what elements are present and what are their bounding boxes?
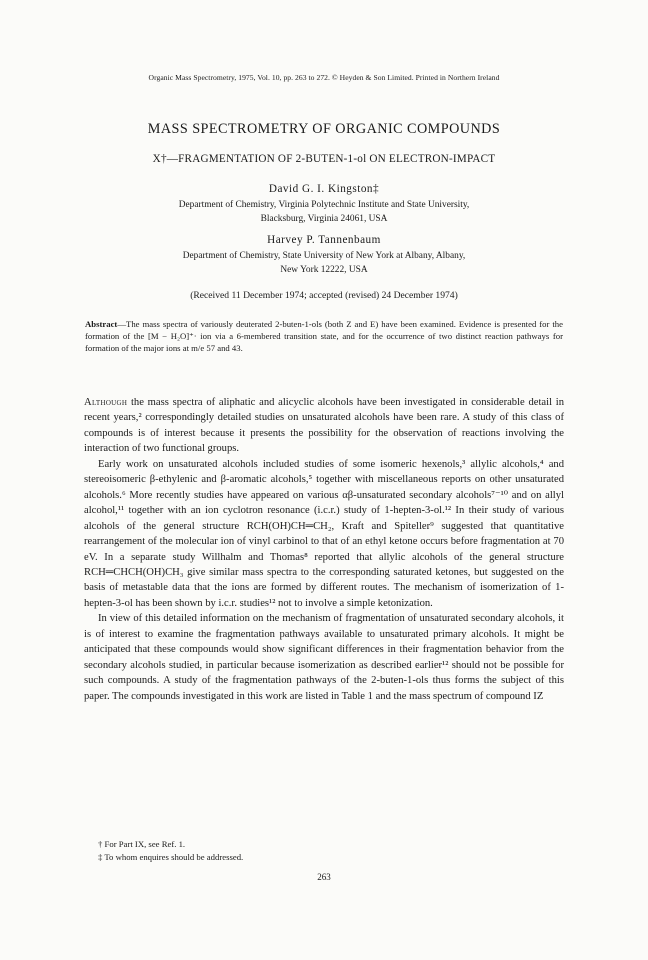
author-name-2: Harvey P. Tannenbaum xyxy=(267,234,381,246)
footnote-dagger: † For Part IX, see Ref. 1. xyxy=(98,839,186,849)
body-paragraph-3: In view of this detailed information on the mechanism of fragmentation of unsaturated secondary alcohols, it is of interest to examine the fragmentation pathways available to unsaturated primary alcohols. It might be anticipated that these compounds would show significant differences in their fragmentation behavior from the secondary alcohols studied, in particular because isomerization as described earlier¹² should not be possible for such compounds. A study of the fragmentation pathways of the 2-buten-1-ols thus forms the subject of this paper. The compounds investigated in this work are listed in Table 1 and the mass spectrum of compound IZ xyxy=(84,613,564,702)
abstract-label: Abstract xyxy=(85,319,118,329)
author-affiliation-1 xyxy=(0,199,648,226)
abstract xyxy=(85,318,563,354)
received-dates: (Received 11 December 1974; accepted (revised) 24 December 1974) xyxy=(190,290,458,301)
lead-word: Although xyxy=(84,397,128,408)
author-name-1: David G. I. Kingston‡ xyxy=(268,183,380,195)
body-paragraph-1 xyxy=(84,395,564,457)
footnotes xyxy=(98,838,558,863)
abstract-text: —The mass spectra of variously deuterated 2-buten-1-ols (both Z and E) have been examined. Evidence is presented for the formation of the [M − H₂O]⁺· ion via a 6-membered transition state, and for the occurrence of two distinct reaction pathways for formation of the major ions at m/e 57 and 43. xyxy=(85,319,563,354)
body-paragraph-2: Early work on unsaturated alcohols included studies of some isomeric hexenols,³ allylic alcohols,⁴ and stereoisomeric β-ethylenic and β-aromatic alcohols,⁵ together with miscellaneous reports on other unsaturated alcohols.⁶ More recently studies have appeared on various αβ-unsaturated secondary alcohols⁷⁻¹⁰ and on allyl alcohol,¹¹ together with an ion cyclotron resonance (i.c.r.) study of 1-hepten-3-ol.¹² In their study of various alcohols of the general structure RCH(OH)CH═CH₂, Kraft and Spiteller⁹ suggested that quantitative rearrangement of the molecular ion of vinyl carbinol to that of an ethyl ketone occurs before fragmentation at 70 eV. In a separate study Willhalm and Thomas⁸ reported that allylic alcohols of the general structure RCH═CHCH(OH)CH₃ give similar mass spectra to the corresponding saturated ketones, but suggested on the basis of metastable data that the ions are formed by different routes. The mechanism of isomerization of 1-hepten-3-ol has been shown by i.c.r. studies¹² not to involve a simple ketonization. xyxy=(84,458,564,609)
paper-title: X†—FRAGMENTATION OF 2-BUTEN-1-ol ON ELECTRON-IMPACT xyxy=(152,153,496,165)
affiliation-line: Department of Chemistry, State University of New York at Albany, Albany, xyxy=(182,251,466,261)
author-affiliation-2 xyxy=(0,250,648,277)
body-text xyxy=(84,395,564,704)
paragraph-text: the mass spectra of aliphatic and alicyclic alcohols have been investigated in considerable detail in recent years,² correspondingly detailed studies on unsaturated alcohols have been rare. A study of this class of compounds is of interest because it presents the possibility for the observation of reactions involving the interaction of two functional groups. xyxy=(84,397,564,455)
page-number: 263 xyxy=(317,872,331,882)
footnote-double-dagger: ‡ To whom enquires should be addressed. xyxy=(98,851,244,862)
series-title: MASS SPECTROMETRY OF ORGANIC COMPOUNDS xyxy=(147,121,501,137)
affiliation-line: Department of Chemistry, Virginia Polytechnic Institute and State University, xyxy=(178,200,470,210)
journal-header: Organic Mass Spectrometry, 1975, Vol. 10, pp. 263 to 272. © Heyden & Son Limited. Printed in Northern Ireland xyxy=(148,73,500,82)
affiliation-line: New York 12222, USA xyxy=(280,264,368,275)
affiliation-line: Blacksburg, Virginia 24061, USA xyxy=(260,213,388,224)
